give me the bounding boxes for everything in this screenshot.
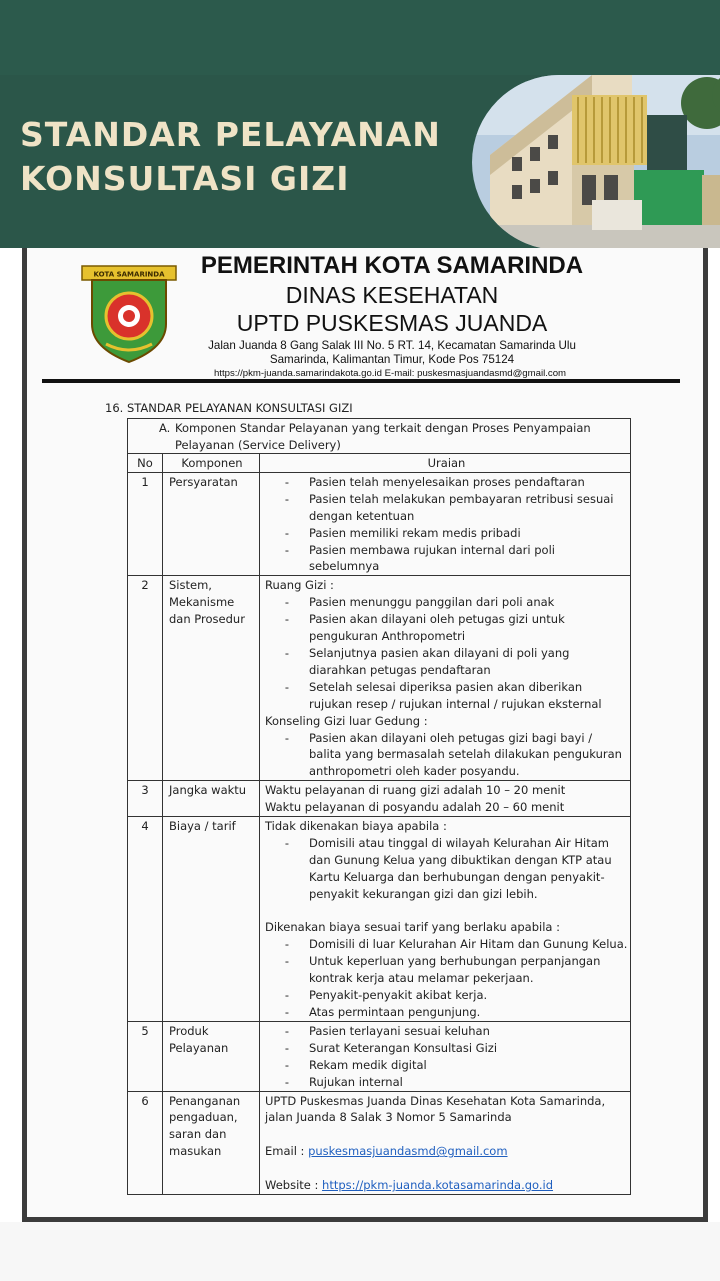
table-header-row <box>128 454 630 473</box>
letterhead-address2: Samarinda, Kalimantan Timur, Kode Pos 75124 <box>269 353 515 366</box>
list-item: - Rujukan internal <box>284 1074 403 1089</box>
list-item: - Pasien menunggu panggilan dari poli anak <box>284 595 555 610</box>
list-item: - Pasien akan dilayani oleh petugas gizi bagi bayi / balita yang bermasalah setelah dilakukan pengukuran anthropometri oleh kader posyandu. <box>284 730 622 779</box>
table-section-header <box>128 419 630 454</box>
row-component: Jangka waktu <box>163 781 260 816</box>
address-text: UPTD Puskesmas Juanda Dinas Kesehatan Kota Samarinda, jalan Juanda 8 Salak 3 Nomor 5 Samarinda <box>265 1093 606 1125</box>
section-letter: A. <box>159 421 171 435</box>
header-description: Uraian <box>427 456 466 470</box>
list-item: - Untuk keperluan yang berhubungan perpanjangan kontrak kerja atau melamar pekerjaan. <box>284 954 601 986</box>
list-item: - Penyakit-penyakit akibat kerja. <box>284 988 488 1003</box>
table-row <box>128 817 630 1022</box>
letterhead-address1: Jalan Juanda 8 Gang Salak III No. 5 RT. 14, Kecamatan Samarinda Ulu <box>208 339 576 352</box>
section-heading: Komponen Standar Pelayanan yang terkait dengan Proses Penyampaian Pelayanan (Service Delivery) <box>175 421 591 452</box>
row-no: 3 <box>128 781 163 816</box>
banner-title-line1: STANDAR PELAYANAN <box>20 115 441 154</box>
subheading: Ruang Gizi : <box>265 578 334 593</box>
row-no: 5 <box>128 1022 163 1091</box>
row-description <box>260 473 630 575</box>
header-no: No <box>128 454 163 472</box>
text-line: Waktu pelayanan di posyandu adalah 20 – 60 menit <box>265 800 565 815</box>
letterhead-divider <box>42 379 680 383</box>
table-row <box>128 576 630 781</box>
subheading: Konseling Gizi luar Gedung : <box>265 713 428 728</box>
building-photo <box>472 75 720 248</box>
list-item: - Domisili atau tinggal di wilayah Kelurahan Air Hitam dan Gunung Kelua yang dibuktikan dengan KTP atau Kartu Keluarga dan berhubungan dengan penyakit-penyakit kekurangan gizi dan gizi lebih. <box>284 835 612 901</box>
list-item: - Rekam medik digital <box>284 1057 427 1072</box>
logo-text: KOTA SAMARINDA <box>93 270 165 279</box>
website-link[interactable]: https://pkm-juanda.kotasamarinda.go.id <box>322 1178 554 1193</box>
banner-title-line2: KONSULTASI GIZI <box>20 159 350 198</box>
top-strip <box>0 0 720 75</box>
table-row <box>128 473 630 576</box>
email-line: Email : puskesmasjuandasmd@gmail.com <box>265 1144 508 1159</box>
row-description <box>260 817 630 1021</box>
row-description <box>260 1022 630 1091</box>
subheading: Dikenakan biaya sesuai tarif yang berlaku apabila : <box>265 920 560 935</box>
list-item: - Atas permintaan pengunjung. <box>284 1004 481 1019</box>
list-item: - Pasien membawa rujukan internal dari poli sebelumnya <box>284 542 555 574</box>
letterhead-contact: https://pkm-juanda.samarindakota.go.id E-mail: puskesmasjuandasmd@gmail.com <box>213 368 567 379</box>
row-component: Biaya / tarif <box>163 817 260 1021</box>
row-component: Sistem, Mekanisme dan Prosedur <box>163 576 260 780</box>
city-emblem-logo <box>78 258 180 364</box>
list-item: - Pasien telah melakukan pembayaran retribusi sesuai dengan ketentuan <box>284 491 614 523</box>
list-item: - Pasien terlayani sesuai keluhan <box>284 1023 490 1038</box>
row-description <box>260 781 630 816</box>
row-no: 1 <box>128 473 163 575</box>
text-line: Waktu pelayanan di ruang gizi adalah 10 – 20 menit <box>265 783 566 798</box>
row-component: Produk Pelayanan <box>163 1022 260 1091</box>
header-component: Komponen <box>163 454 260 472</box>
row-no: 6 <box>128 1092 163 1194</box>
row-description <box>260 576 630 780</box>
subheading: Tidak dikenakan biaya apabila : <box>265 819 447 834</box>
row-no: 4 <box>128 817 163 1021</box>
list-item: - Setelah selesai diperiksa pasien akan diberikan rujukan resep / rujukan internal / rujukan eksternal <box>284 679 602 711</box>
list-item: - Pasien akan dilayani oleh petugas gizi untuk pengukuran Anthropometri <box>284 612 565 644</box>
row-no: 2 <box>128 576 163 780</box>
list-item: - Pasien telah menyelesaikan proses pendaftaran <box>284 474 585 489</box>
website-line: Website : https://pkm-juanda.kotasamarinda.go.id <box>265 1178 554 1193</box>
bottom-area <box>0 1222 720 1281</box>
list-item: - Surat Keterangan Konsultasi Gizi <box>284 1040 498 1055</box>
table-row <box>128 1092 630 1194</box>
list-item: - Pasien memiliki rekam medis pribadi <box>284 525 521 540</box>
list-item: - Domisili di luar Kelurahan Air Hitam dan Gunung Kelua. <box>284 937 628 952</box>
letterhead-line1: PEMERINTAH KOTA SAMARINDA <box>200 252 584 279</box>
service-standard-table <box>127 418 631 1195</box>
email-link[interactable]: puskesmasjuandasmd@gmail.com <box>308 1144 508 1159</box>
list-item: - Selanjutnya pasien akan dilayani di poli yang diarahkan petugas pendaftaran <box>284 645 570 677</box>
table-row <box>128 1022 630 1092</box>
letterhead-line2: DINAS KESEHATAN <box>285 282 499 308</box>
banner <box>0 75 720 248</box>
row-component: Persyaratan <box>163 473 260 575</box>
section-title: 16. STANDAR PELAYANAN KONSULTASI GIZI <box>105 401 353 415</box>
row-description <box>260 1092 630 1194</box>
letterhead-line3: UPTD PUSKESMAS JUANDA <box>236 310 548 336</box>
row-component: Penanganan pengaduan, saran dan masukan <box>163 1092 260 1194</box>
table-row <box>128 781 630 817</box>
banner-title <box>20 113 460 201</box>
